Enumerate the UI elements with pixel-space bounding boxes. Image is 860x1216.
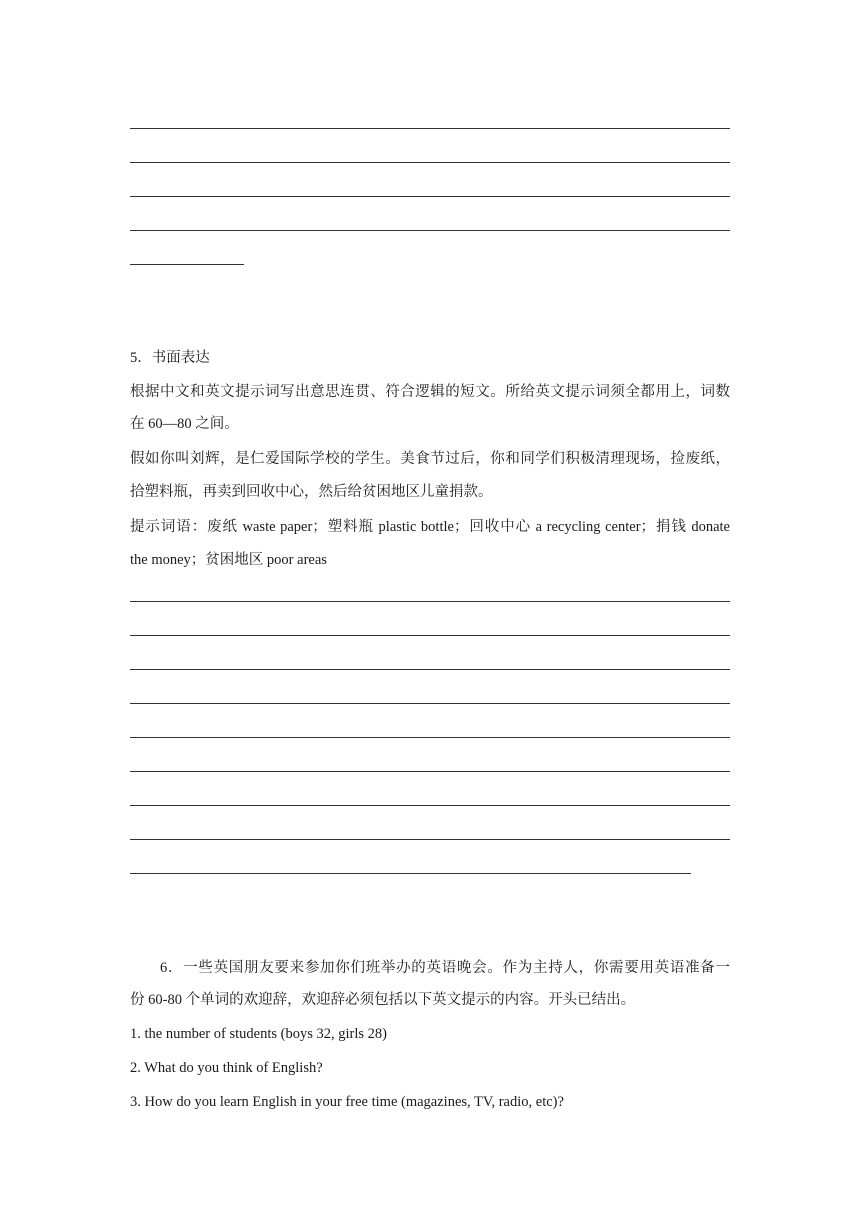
- prompt-point: 1. the number of students (boys 32, girls 28): [130, 1026, 387, 1042]
- question-prompt: 6．一些英国朋友要来参加你们班举办的英语晚会。作为主持人，你需要用英语准备一: [160, 960, 730, 976]
- instruction-text: 根据中文和英文提示词写出意思连贯、符合逻辑的短文。所给英文提示词须全都用上，词数: [130, 384, 730, 400]
- answer-line[interactable]: [130, 703, 730, 704]
- instruction-text: 在 60—80 之间。: [130, 416, 239, 432]
- answer-line[interactable]: [130, 771, 730, 772]
- answer-line[interactable]: [130, 128, 730, 129]
- prompt-point: 3. How do you learn English in your free time (magazines, TV, radio, etc)?: [130, 1094, 564, 1110]
- answer-line[interactable]: [130, 162, 730, 163]
- hint-words: 提示词语：废纸 waste paper；塑料瓶 plastic bottle；回收中心 a recycling center；捐钱 donate: [130, 519, 730, 535]
- prompt-point: 2. What do you think of English?: [130, 1060, 323, 1076]
- answer-line[interactable]: [130, 873, 691, 874]
- scenario-text: 拾塑料瓶，再卖到回收中心，然后给贫困地区儿童捐款。: [130, 484, 493, 500]
- question-prompt: 份 60-80 个单词的欢迎辞，欢迎辞必须包括以下英文提示的内容。开头已结出。: [130, 992, 636, 1008]
- answer-line[interactable]: [130, 839, 730, 840]
- hint-words: the money；贫困地区 poor areas: [130, 552, 327, 568]
- answer-line[interactable]: [130, 230, 730, 231]
- answer-line[interactable]: [130, 601, 730, 602]
- answer-line[interactable]: [130, 264, 244, 265]
- answer-line[interactable]: [130, 669, 730, 670]
- question-title: 5．书面表达: [130, 350, 210, 366]
- answer-line[interactable]: [130, 196, 730, 197]
- answer-line[interactable]: [130, 635, 730, 636]
- scenario-text: 假如你叫刘辉，是仁爱国际学校的学生。美食节过后，你和同学们积极清理现场，捡废纸，: [130, 451, 730, 467]
- answer-line[interactable]: [130, 737, 730, 738]
- answer-line[interactable]: [130, 805, 730, 806]
